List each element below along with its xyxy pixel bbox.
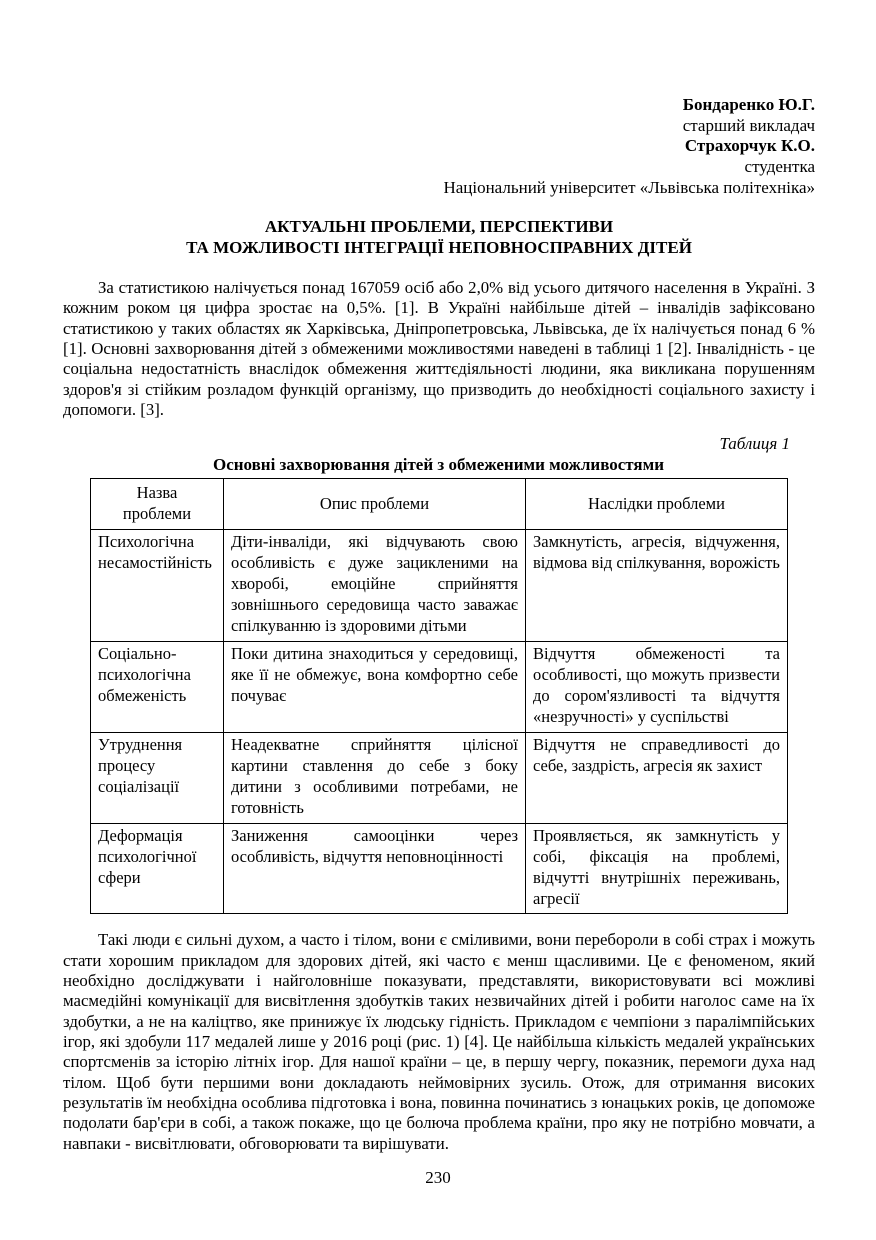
row-4-consequences: Проявляється, як замкнутість у собі, фіксація на проблемі, відчутті внутрішніх переживань, агресії	[526, 823, 788, 914]
diseases-table	[90, 478, 788, 914]
row-3-consequences: Відчуття не справедливості до себе, заздрість, агресія як захист	[526, 732, 788, 823]
table-caption: Таблиця 1	[719, 434, 790, 454]
paper-title	[63, 216, 815, 260]
row-1-description: Діти-інваліди, які відчувають свою особливість є дуже зацикленими на хворобі, емоційне сприйняття зовнішнього середовища часто заважає спілкуванню із здоровими дітьми	[224, 530, 526, 642]
paper-title-line-2: ТА МОЖЛИВОСТІ ІНТЕГРАЦІЇ НЕПОВНОСПРАВНИХ ДІТЕЙ	[186, 238, 692, 258]
row-1-name: Психологічна несамостійність	[91, 530, 224, 642]
table-title: Основні захворювання дітей з обмеженими можливостями	[212, 455, 665, 475]
row-4-description: Заниження самооцінки через особливість, відчуття неповноцінності	[224, 823, 526, 914]
author-block	[63, 95, 815, 199]
table-header-consequences: Наслідки проблеми	[526, 479, 788, 530]
affiliation: Національний університет «Львівська політехніка»	[443, 177, 815, 197]
table-row	[91, 642, 788, 733]
table-row	[91, 732, 788, 823]
row-4-name: Деформація психологічної сфери	[91, 823, 224, 914]
table-header-description: Опис проблеми	[224, 479, 526, 530]
page-number: 230	[425, 1168, 451, 1187]
row-3-description: Неадекватне сприйняття цілісної картини ставлення до себе з боку дитини з особливими потребами, не готовність	[224, 732, 526, 823]
row-1-consequences: Замкнутість, агресія, відчуження, відмова від спілкування, ворожість	[526, 530, 788, 642]
row-2-name: Соціально-психологічна обмеженість	[91, 642, 224, 733]
author-2-name: Страхорчук К.О.	[684, 136, 815, 156]
author-1-name: Бондаренко Ю.Г.	[682, 95, 815, 114]
table-row	[91, 530, 788, 642]
paragraph-intro: За статистикою налічується понад 167059 осіб або 2,0% від усього дитячого населення в Україні. З кожним роком ця цифра зростає на 0,5%. [1]. В Україні найбільше дітей – інвалідів зафіксовано статистикою у таких областях як Харківська, Дніпропетровська, Львівська, де їх налічується понад 6 % [1]. Основні захворювання дітей з обмеженими можливостями наведені в таблиці 1 [2]. Інвалідність - це соціальна недостатність внаслідок обмеження життєдіяльності людини, яка викликана порушенням здоров'я зі стійким розладом функцій організму, що призводить до необхідності соціального захисту і допомоги. [3].	[63, 278, 815, 420]
table-row	[91, 823, 788, 914]
row-2-consequences: Відчуття обмеженості та особливості, що можуть призвести до сором'язливості та відчуття «незручності» у суспільстві	[526, 642, 788, 733]
table-header-row	[91, 479, 788, 530]
author-2-role: студентка	[744, 157, 815, 177]
row-2-description: Поки дитина знаходиться у середовищі, яке її не обмежує, вона комфортно себе почуває	[224, 642, 526, 733]
paper-title-line-1: АКТУАЛЬНІ ПРОБЛЕМИ, ПЕРСПЕКТИВИ	[264, 216, 614, 236]
paragraph-discussion: Такі люди є сильні духом, а часто і тілом, вони є сміливими, вони перебороли в собі страх і можуть стати хорошим прикладом для здорових дітей, які часто є менш щасливими. Це є феноменом, який необхідно досліджувати і найголовніше показувати, представляти, використовувати всі можливі масмедійні комунікації для висвітлення здобутків таких незвичайних дітей і робити наголос саме на їх здобутки, а не на каліцтво, яке принижує їх людську гідність. Прикладом є чемпіони з паралімпійських ігор, які здобули 117 медалей лише у 2016 році (рис. 1) [4]. Це найбільша кількість медалей українських спортсменів за історію літніх ігор. Для нашої країни – це, в першу чергу, показник, перемоги духа над тілом. Щоб бути першими вони докладають неймовірних зусиль. Отож, для отримання високих результатів їм необхідна особлива підготовка і вона, повинна починатись з юнацьких років, це допоможе подолати бар'єри в собі, а також покаже, що це болюча проблема країни, про яку не потрібно мовчати, а навпаки - висвітлювати, обговорювати та вирішувати.	[63, 930, 815, 1153]
table-header-name: Назва проблеми	[91, 479, 224, 530]
row-3-name: Утруднення процесу соціалізації	[91, 732, 224, 823]
author-1-role: старший викладач	[682, 115, 815, 135]
